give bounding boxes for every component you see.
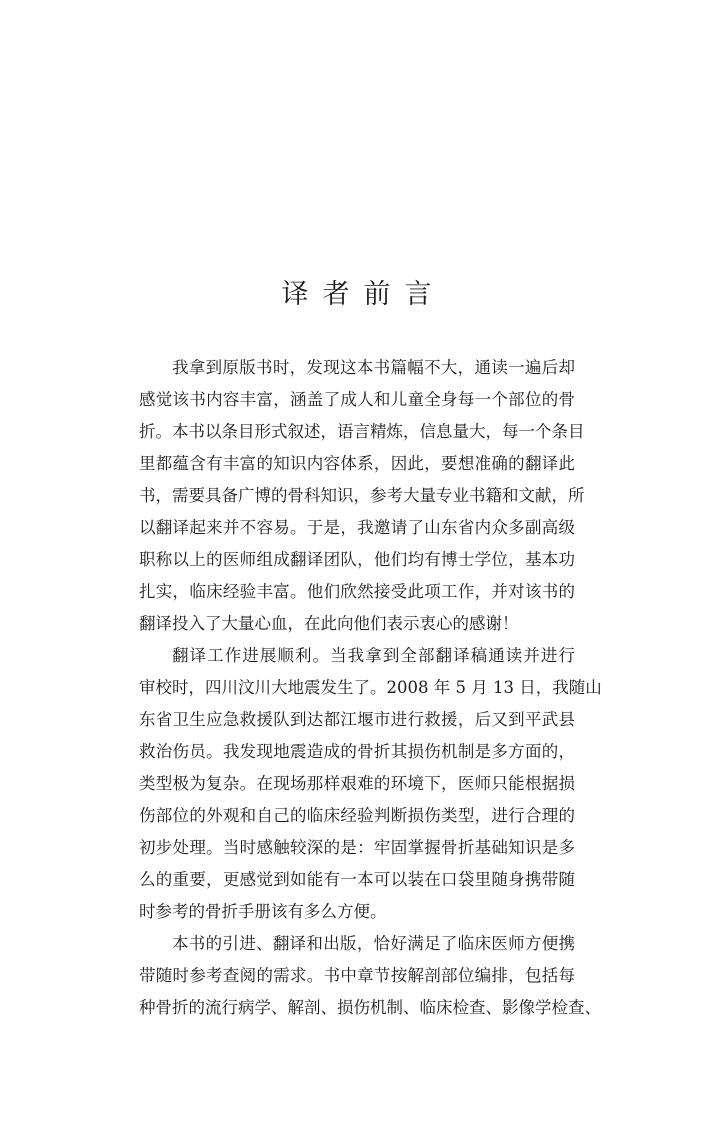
- text-line: 职称以上的医师组成翻译团队，他们均有博士学位，基本功: [139, 550, 575, 569]
- text-line: 折。本书以条目形式叙述，语言精炼，信息量大，每一个条目: [139, 422, 585, 441]
- text-line: 我拿到原版书时，发现这本书篇幅不大，通读一遍后却: [172, 358, 575, 377]
- text-line: 时参考的骨折手册该有多么方便。: [139, 902, 387, 921]
- text-line: 翻译投入了大量心血，在此向他们表示衷心的感谢！: [139, 614, 519, 633]
- text-line: 以翻译起来并不容易。于是，我邀请了山东省内众多副高级: [139, 518, 575, 537]
- text-line: 本书的引进、翻译和出版，恰好满足了临床医师方便携: [172, 934, 575, 953]
- text-line: 感觉该书内容丰富，涵盖了成人和儿童全身每一个部位的骨: [139, 390, 575, 409]
- text-line: 翻译工作进展顺利。当我拿到全部翻译稿通读并进行: [172, 646, 575, 665]
- preface-body: [139, 355, 602, 1027]
- text-line: 初步处理。当时感触较深的是：牢固掌握骨折基础知识是多: [139, 838, 575, 857]
- text-line: 东省卫生应急救援队到达都江堰市进行救援，后又到平武县: [139, 710, 575, 729]
- text-line: 里都蕴含有丰富的知识内容体系，因此，要想准确的翻译此: [139, 454, 575, 473]
- paragraph: [139, 643, 602, 931]
- text-line: 带随时参考查阅的需求。书中章节按解剖部位编排，包括每: [139, 966, 575, 985]
- paragraph: [139, 931, 601, 1027]
- text-line: 书，需要具备广博的骨科知识，参考大量专业书籍和文献，所: [139, 486, 585, 505]
- page-title: 译者前言: [281, 279, 446, 310]
- text-line: 救治伤员。我发现地震造成的骨折其损伤机制是多方面的，: [139, 742, 575, 761]
- paragraph: [139, 355, 585, 643]
- text-line: 伤部位的外观和自己的临床经验判断损伤类型，进行合理的: [139, 806, 575, 825]
- text-line: 扎实，临床经验丰富。他们欣然接受此项工作，并对该书的: [139, 582, 575, 601]
- text-line: 审校时，四川汶川大地震发生了。2008 年 5 月 13 日，我随山: [139, 678, 602, 697]
- text-line: 种骨折的流行病学、解剖、损伤机制、临床检查、影像学检查、: [139, 998, 601, 1017]
- text-line: 类型极为复杂。在现场那样艰难的环境下，医师只能根据损: [139, 774, 575, 793]
- text-line: 么的重要，更感觉到如能有一本可以装在口袋里随身携带随: [139, 870, 575, 889]
